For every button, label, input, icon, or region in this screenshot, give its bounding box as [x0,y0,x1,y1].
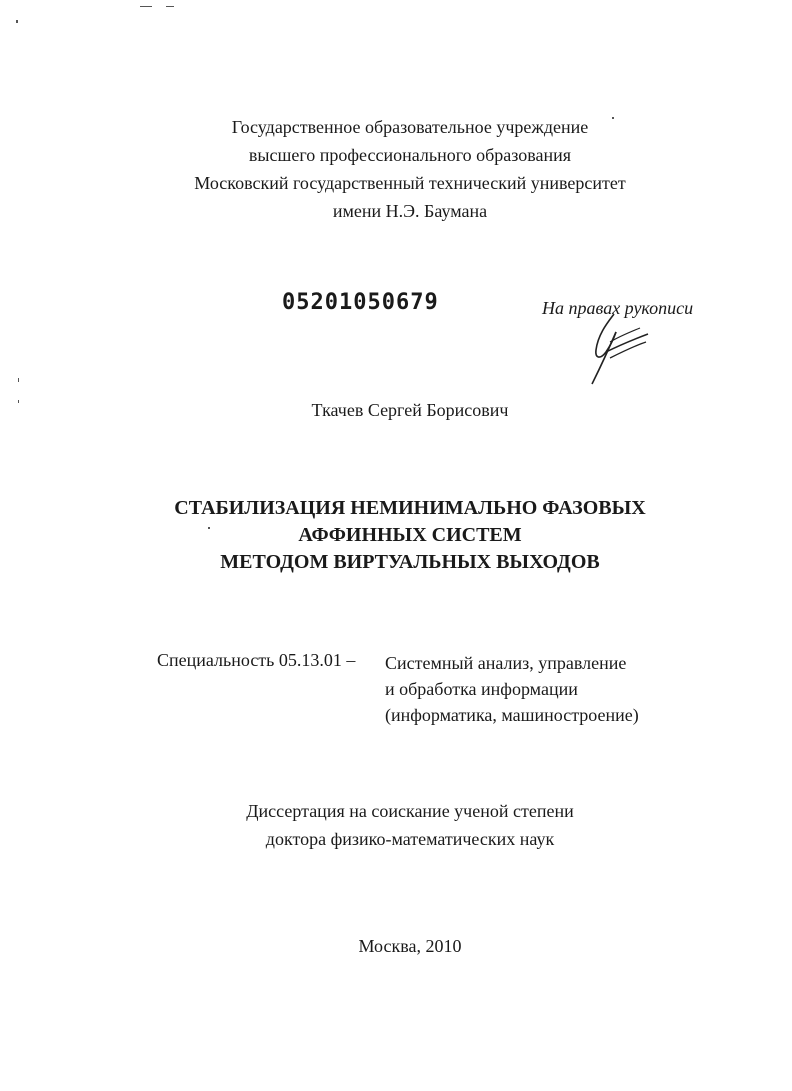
scan-mark [16,20,18,23]
manuscript-rights: На правах рукописи [542,298,694,318]
title-line: СТАБИЛИЗАЦИЯ НЕМИНИМАЛЬНО ФАЗОВЫХ [174,497,646,519]
title-line: АФФИННЫХ СИСТЕМ [298,524,522,546]
institution-line: высшего профессионального образования [248,145,572,165]
degree-line: доктора физико-математических наук [265,829,555,849]
specialty-line: (информатика, машиностроение) [385,705,639,725]
dissertation-title [100,495,720,576]
degree-line: Диссертация на соискание ученой степени [246,801,574,821]
scan-mark [166,6,174,7]
author-name: Ткачев Сергей Борисович [311,400,509,420]
institution-block [100,113,720,225]
signature [580,312,660,387]
specialty-description [385,650,639,728]
city-year: Москва, 2010 [358,936,462,956]
scan-mark [18,378,19,382]
scan-mark [140,6,152,7]
specialty-line: и обработка информации [385,679,578,699]
registration-code: 05201050679 [282,290,439,315]
specialty-label: Специальность 05.13.01 – [157,650,356,670]
specialty-line: Системный анализ, управление [385,653,627,673]
institution-line: Государственное образовательное учреждение [231,117,589,137]
institution-line: имени Н.Э. Баумана [332,201,488,221]
dissertation-degree [100,797,720,853]
scan-mark [18,400,19,403]
title-line: МЕТОДОМ ВИРТУАЛЬНЫХ ВЫХОДОВ [220,551,600,573]
institution-line: Московский государственный технический университет [194,173,626,193]
